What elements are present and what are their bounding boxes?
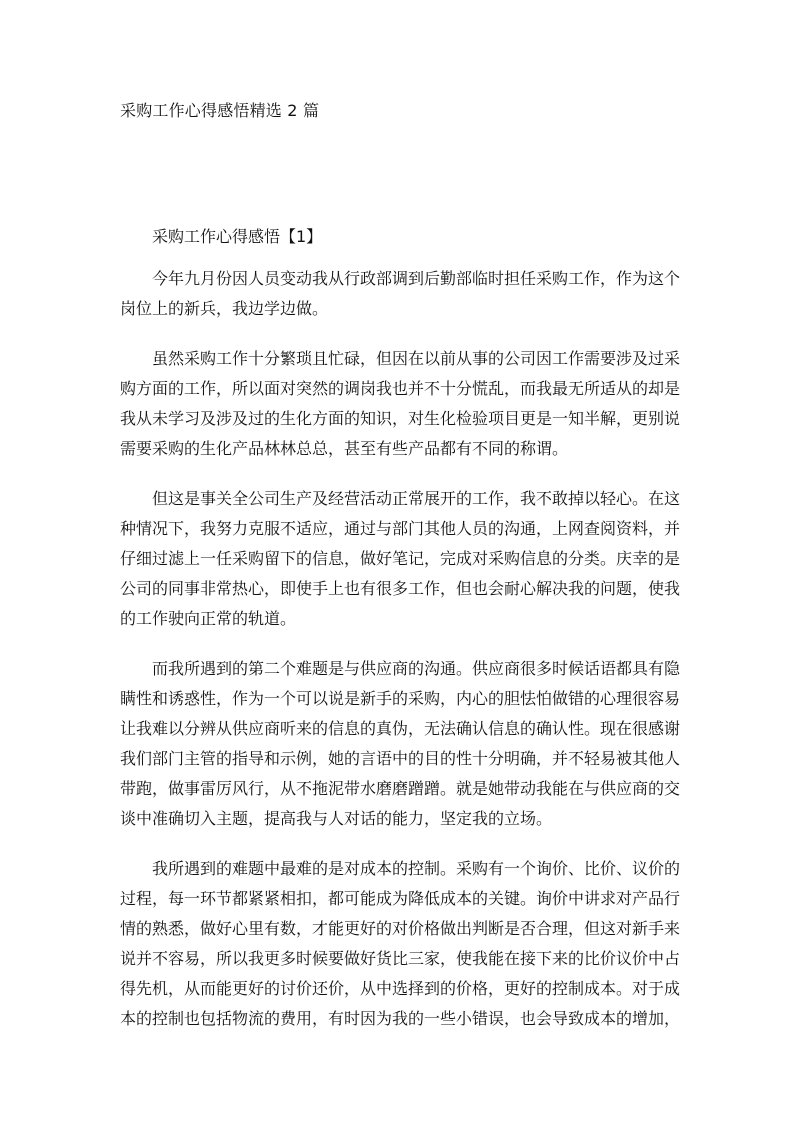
paragraph-line: 今年九月份因人员变动我从行政部调到后勤部临时担任采购工作，作为这个 bbox=[152, 269, 681, 288]
paragraph-line: 本的控制也包括物流的费用，有时因为我的一些小错误，也会导致成本的增加， bbox=[120, 1009, 681, 1028]
paragraph-line: 过程，每一环节都紧紧相扣，都可能成为降低成本的关键。询价中讲求对产品行 bbox=[120, 889, 681, 908]
paragraph-line: 谈中准确切入主题，提高我与人对话的能力，坚定我的立场。 bbox=[120, 809, 553, 828]
paragraph-line: 让我难以分辨从供应商听来的信息的真伪，无法确认信息的确认性。现在很感谢 bbox=[120, 719, 681, 738]
document-title: 采购工作心得感悟精选 2 篇 bbox=[120, 101, 320, 120]
section-heading: 采购工作心得感悟【1】 bbox=[152, 227, 323, 246]
paragraph-line: 但这是事关全公司生产及经营活动正常展开的工作，我不敢掉以轻心。在这 bbox=[152, 489, 681, 508]
document-body bbox=[120, 264, 686, 1054]
paragraph-line: 公司的同事非常热心，即使手上也有很多工作，但也会耐心解决我的问题，使我 bbox=[120, 579, 681, 598]
paragraph-line: 岗位上的新兵，我边学边做。 bbox=[120, 299, 329, 318]
paragraph-line: 我所遇到的难题中最难的是对成本的控制。采购有一个询价、比价、议价的 bbox=[152, 859, 681, 878]
paragraph-line: 我们部门主管的指导和示例，她的言语中的目的性十分明确，并不轻易被其他人 bbox=[120, 749, 681, 768]
paragraph-line: 瞒性和诱惑性，作为一个可以说是新手的采购，内心的胆怯怕做错的心理很容易 bbox=[120, 689, 681, 708]
paragraph-line: 的工作驶向正常的轨道。 bbox=[120, 609, 297, 628]
paragraph-line: 购方面的工作，所以面对突然的调岗我也并不十分慌乱，而我最无所适从的却是 bbox=[120, 379, 681, 398]
paragraph bbox=[120, 854, 686, 1034]
paragraph-line: 种情况下，我努力克服不适应，通过与部门其他人员的沟通，上网查阅资料，并 bbox=[120, 519, 681, 538]
paragraph-line: 我从未学习及涉及过的生化方面的知识，对生化检验项目更是一知半解，更别说 bbox=[120, 409, 681, 428]
paragraph-line: 而我所遇到的第二个难题是与供应商的沟通。供应商很多时候话语都具有隐 bbox=[152, 659, 681, 678]
paragraph-line: 说并不容易，所以我更多时候要做好货比三家，使我能在接下来的比价议价中占 bbox=[120, 949, 681, 968]
paragraph bbox=[120, 344, 686, 464]
paragraph-line: 得先机，从而能更好的讨价还价，从中选择到的价格，更好的控制成本。对于成 bbox=[120, 979, 681, 998]
paragraph-line: 情的熟悉，做好心里有数，才能更好的对价格做出判断是否合理，但这对新手来 bbox=[120, 919, 681, 938]
paragraph bbox=[120, 654, 686, 834]
paragraph-line: 带跑，做事雷厉风行，从不拖泥带水磨磨蹭蹭。就是她带动我能在与供应商的交 bbox=[120, 779, 681, 798]
paragraph bbox=[120, 264, 686, 324]
paragraph-line: 虽然采购工作十分繁琐且忙碌，但因在以前从事的公司因工作需要涉及过采 bbox=[152, 349, 681, 368]
paragraph-line: 需要采购的生化产品林林总总，甚至有些产品都有不同的称谓。 bbox=[120, 439, 569, 458]
paragraph bbox=[120, 484, 686, 634]
paragraph-line: 仔细过滤上一任采购留下的信息，做好笔记，完成对采购信息的分类。庆幸的是 bbox=[120, 549, 681, 568]
